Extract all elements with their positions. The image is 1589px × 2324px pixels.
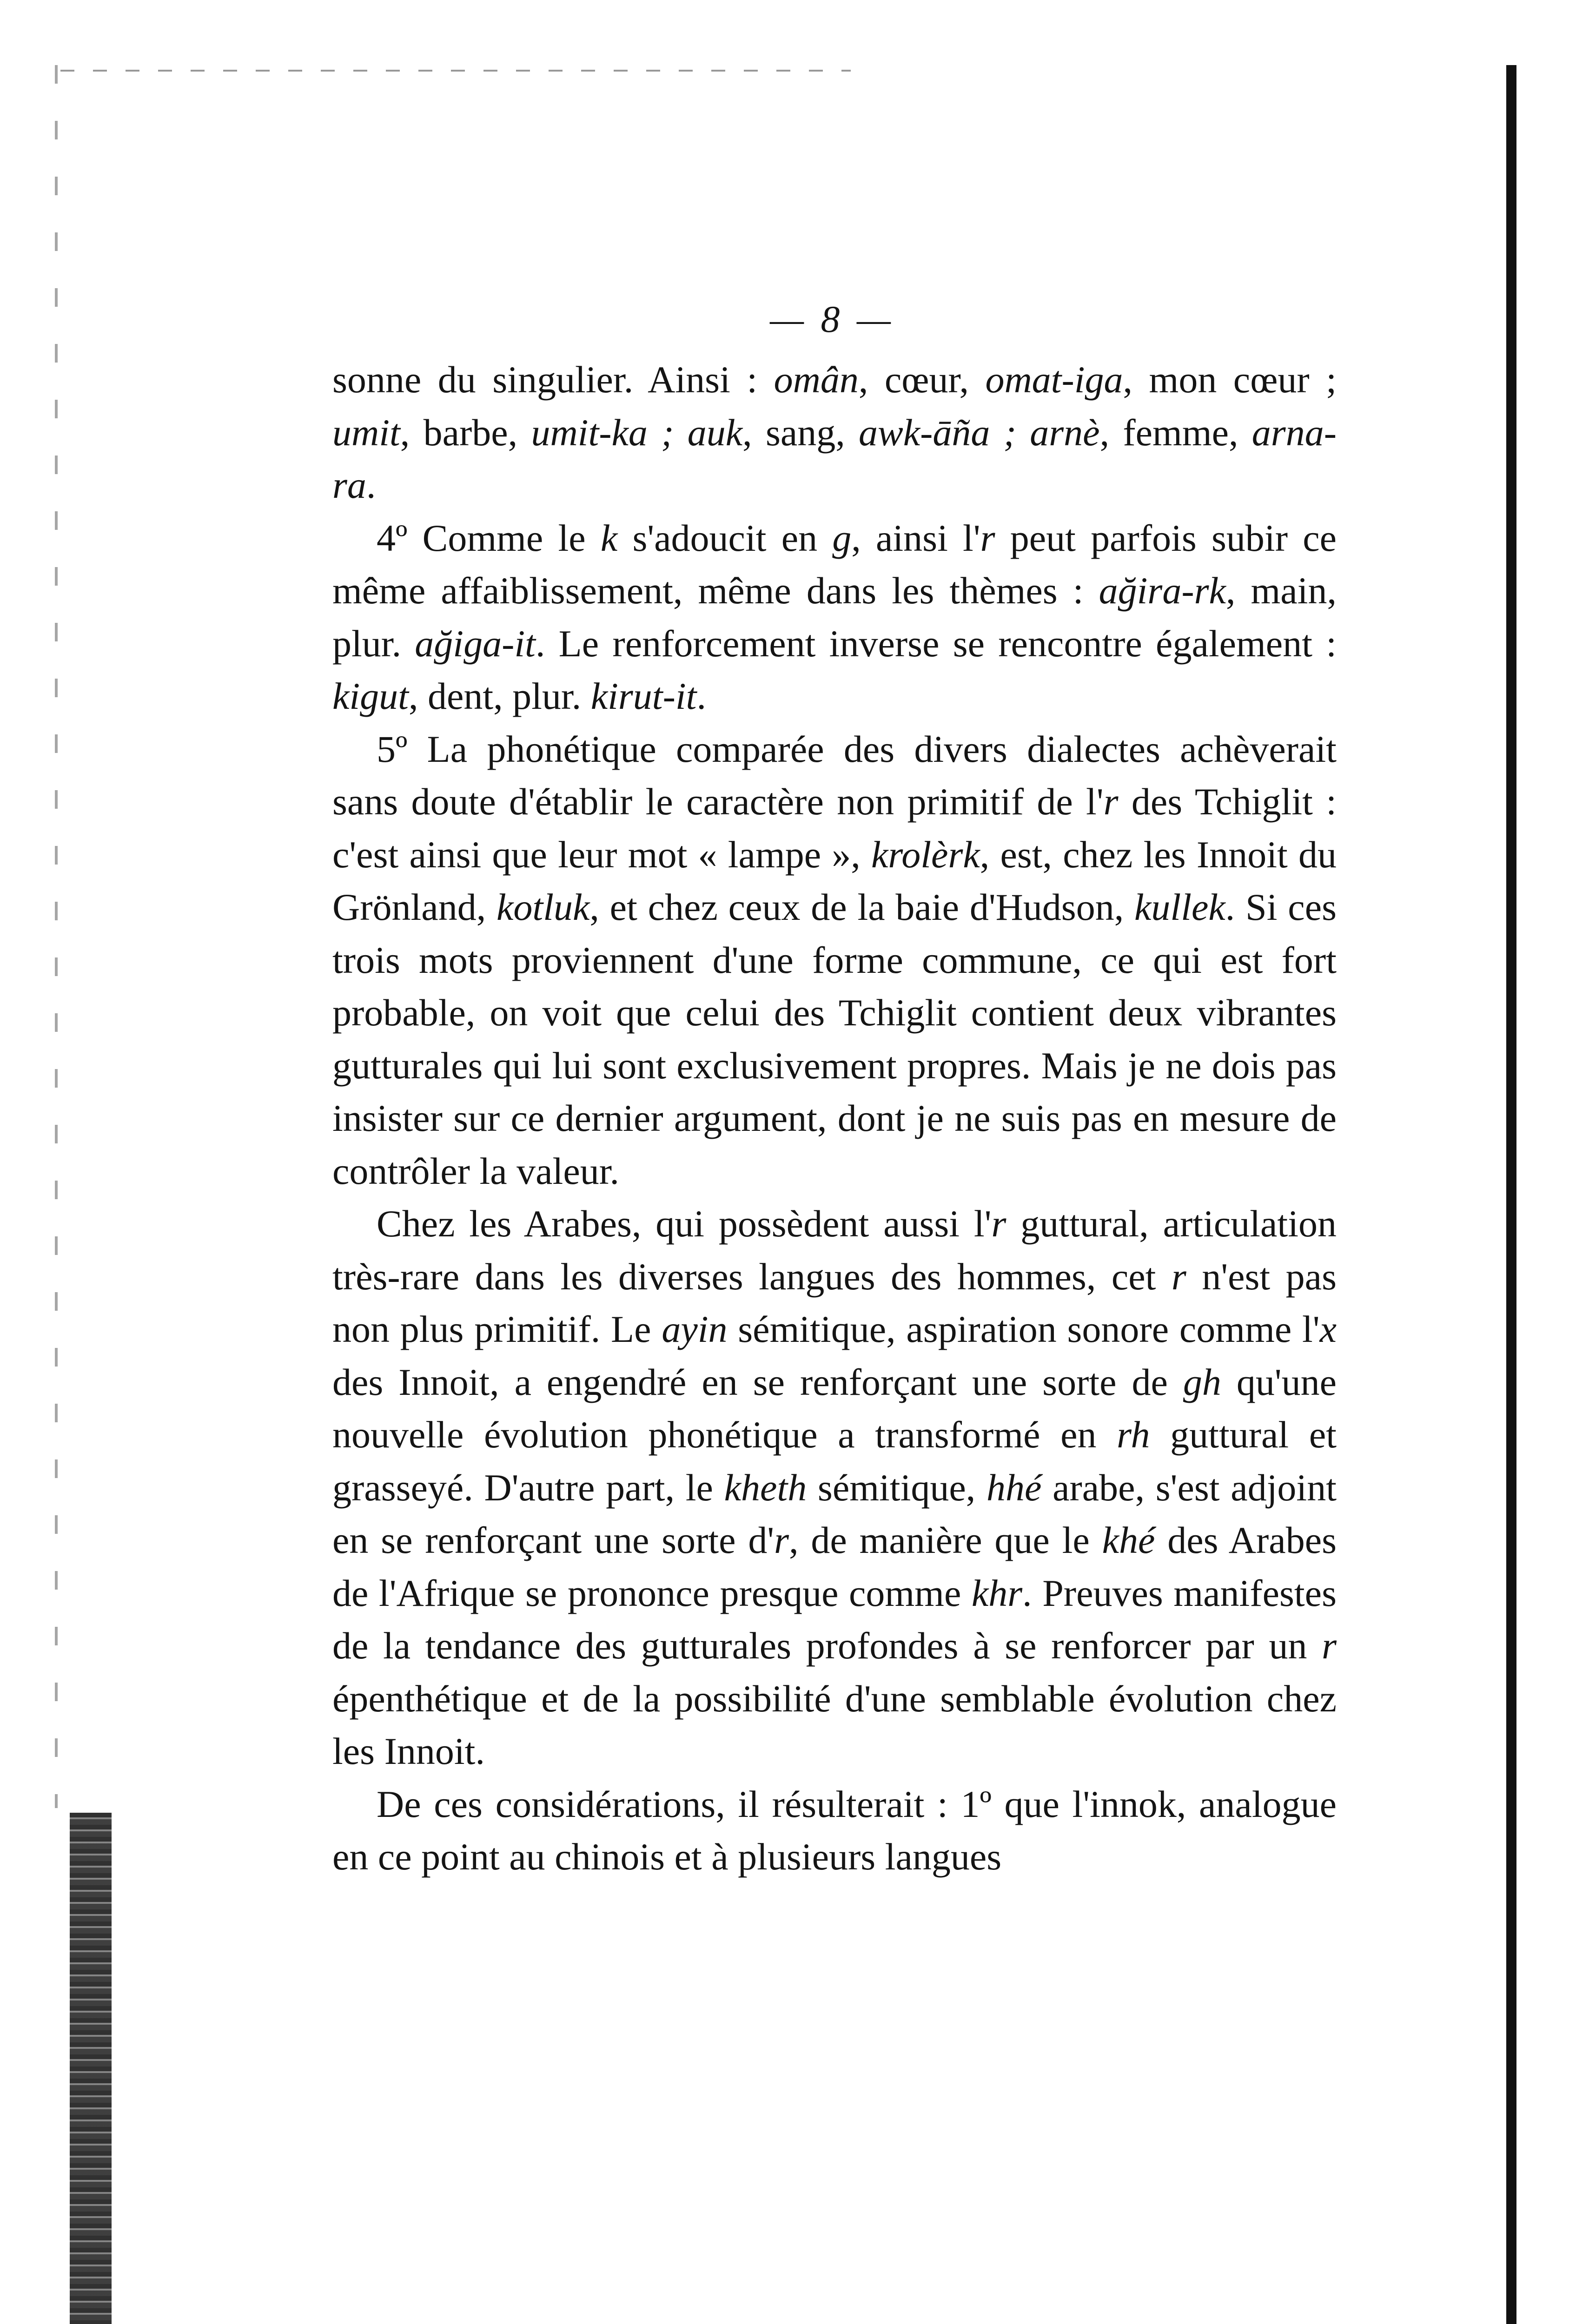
text-run: qu'une nouvelle évolution phonétique a transformé en <box>332 1360 1337 1456</box>
text-run: 5º La phonétique comparée des divers dialectes achèverait sans doute d'établir le caractère non primitif de l' <box>332 727 1337 823</box>
text-run: Chez les Arabes, qui possèdent aussi l' <box>377 1202 992 1245</box>
italic-term: ağira-rk <box>1099 569 1226 612</box>
text-run: n'est pas non plus primitif. Le <box>332 1255 1337 1350</box>
text-run: arabe, s'est adjoint en se renforçant une sorte d' <box>332 1466 1337 1561</box>
paragraph <box>332 1778 1337 1883</box>
text-run: , mon cœur ; <box>1123 358 1337 401</box>
italic-term: hhé <box>986 1466 1042 1509</box>
scan-margin-noise <box>55 65 58 1808</box>
text-run: s'adoucit en <box>617 516 833 559</box>
text-run: . <box>366 464 376 506</box>
italic-term: ayin <box>662 1308 728 1350</box>
italic-term: ağiga-it <box>415 622 536 665</box>
scan-binding-edge <box>70 1813 112 2324</box>
text-run: , dent, plur. <box>408 675 591 717</box>
italic-term: r <box>980 516 995 559</box>
italic-term: kullek <box>1134 886 1225 928</box>
italic-term: arna-ra <box>332 411 1337 506</box>
italic-term: r <box>1171 1255 1186 1298</box>
text-run: . Le renforcement inverse se rencontre également : <box>535 622 1337 665</box>
italic-term: omân <box>774 358 859 401</box>
italic-term: x <box>1319 1308 1337 1350</box>
text-run: épenthétique et de la possibilité d'une semblable évolution chez les Innoit. <box>332 1677 1337 1772</box>
italic-term: r <box>991 1202 1006 1245</box>
text-run: guttural, articulation très-rare dans les diverses langues des hommes, cet <box>332 1202 1337 1298</box>
italic-term: gh <box>1183 1360 1221 1403</box>
italic-term: r <box>774 1519 789 1561</box>
paragraph <box>332 723 1337 1198</box>
text-run: , femme, <box>1099 411 1252 454</box>
italic-term: k <box>600 516 618 559</box>
italic-term: khr <box>971 1571 1023 1614</box>
text-run: guttural et grasseyé. D'autre part, le <box>332 1413 1337 1509</box>
paragraph <box>332 353 1337 512</box>
text-run: , cœur, <box>858 358 986 401</box>
text-run: De ces considérations, il résulterait : 1º que l'innok, analogue en ce point au chinois et à plusieurs langues <box>332 1783 1337 1878</box>
text-run: , et chez ceux de la baie d'Hudson, <box>589 886 1135 928</box>
text-run: , barbe, <box>400 411 531 454</box>
italic-term: kirut-it <box>590 675 697 717</box>
italic-term: kotluk <box>497 886 590 928</box>
text-run: , ainsi l' <box>851 516 980 559</box>
text-run: , de manière que le <box>789 1519 1102 1561</box>
text-run: . Preuves manifestes de la tendance des gutturales profondes à se renforcer par un <box>332 1571 1337 1667</box>
italic-term: umit <box>332 411 400 454</box>
text-run: . Si ces trois mots proviennent d'une forme commune, ce qui est fort probable, on voit que celui des Tchiglit contient deux vibrantes gutturales qui lui sont exclusivement propres. Mais je ne dois pas insister sur ce dernier argument, dont je ne suis pas en mesure de contrôler la valeur. <box>332 886 1337 1192</box>
italic-term: g <box>832 516 852 559</box>
text-run: des Tchiglit : c'est ainsi que leur mot « lampe », <box>332 780 1337 876</box>
italic-term: kigut <box>332 675 409 717</box>
text-run: sémitique, <box>807 1466 987 1509</box>
page-number: — 8 — <box>770 298 894 340</box>
text-run: sonne du singulier. Ainsi : <box>332 358 774 401</box>
text-run: , est, chez les Innoit du Grönland, <box>332 833 1337 928</box>
text-run: , sang, <box>742 411 859 454</box>
italic-term: khé <box>1102 1519 1155 1561</box>
text-run: sémitique, aspiration sonore comme l' <box>727 1308 1320 1350</box>
scan-right-edge <box>1506 65 1516 2324</box>
text-run: peut parfois subir ce même affaiblissement, même dans les thèmes : <box>332 516 1337 612</box>
italic-term: r <box>1103 780 1119 823</box>
italic-term: r <box>1322 1624 1337 1667</box>
text-run: des Innoit, a engendré en se renforçant une sorte de <box>332 1360 1183 1403</box>
text-run: 4º Comme le <box>377 516 601 559</box>
text-run: , main, plur. <box>332 569 1337 665</box>
italic-term: krolèrk <box>871 833 980 876</box>
scan-top-noise <box>60 70 851 72</box>
paragraph <box>332 512 1337 723</box>
italic-term: umit-ka ; auk <box>531 411 743 454</box>
italic-term: kheth <box>724 1466 807 1509</box>
italic-term: awk-āña ; arnè <box>859 411 1100 454</box>
italic-term: rh <box>1117 1413 1150 1456</box>
body-text <box>332 353 1337 1883</box>
text-run: . <box>696 675 706 717</box>
paragraph <box>332 1197 1337 1778</box>
text-run: des Arabes de l'Afrique se prononce presque comme <box>332 1519 1337 1614</box>
italic-term: omat-iga <box>985 358 1123 401</box>
